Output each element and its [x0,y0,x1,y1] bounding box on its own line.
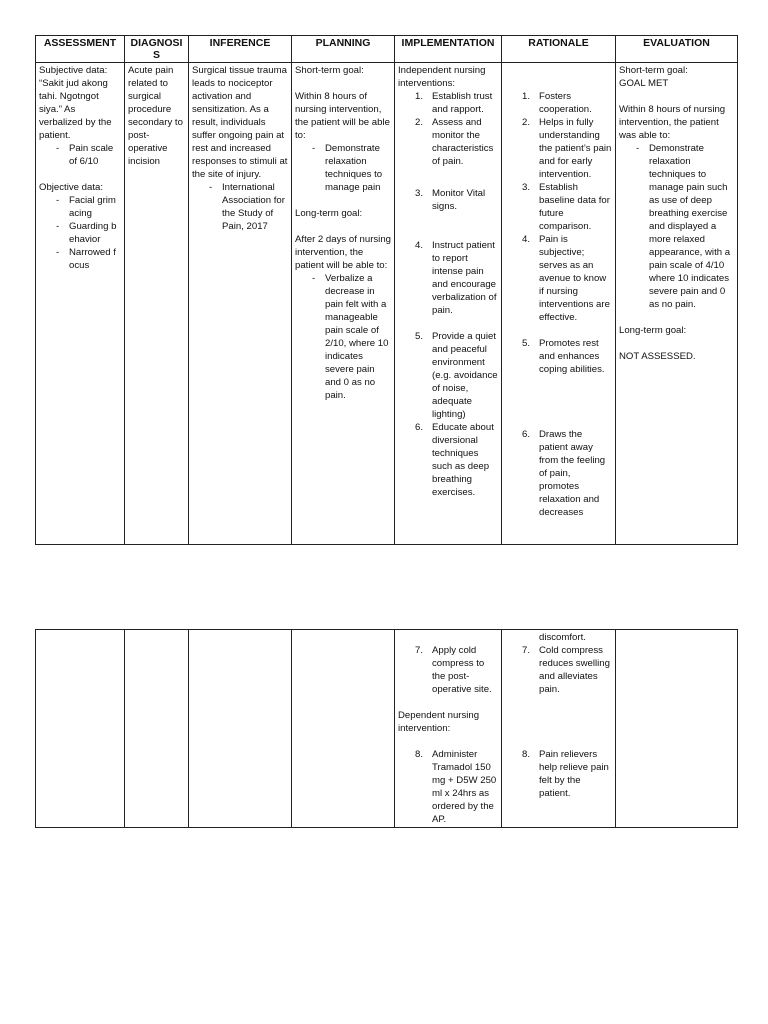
eval-long-label: Long-term goal: [619,325,687,336]
list-item: 8. Administer Tramadol 150 mg + D5W 250 ml x 24hrs as ordered by the AP. [415,749,497,825]
care-plan-table-page2 [35,629,738,828]
rationale-list [505,90,612,519]
list-item: - Demonstrate relaxation techniques to manage pain [325,142,391,194]
diagnosis-cell [125,630,189,828]
planning-cell [292,630,395,828]
header-assessment: ASSESSMENT [36,36,125,63]
independent-label: Independent nursing interventions: [398,65,486,89]
header-implementation: IMPLEMENTATION [395,36,502,63]
implementation-list [398,90,498,499]
evaluation-cell [616,630,738,828]
rationale-list [505,644,612,800]
diagnosis-cell [125,63,189,545]
eval-short-text: Within 8 hours of nursing intervention, the patient was able to: [619,104,726,141]
list-item: 5. Provide a quiet and peaceful environment (e.g. avoidance of noise, adequate lighting) [415,331,498,420]
evaluation-cell [616,63,738,545]
long-term-label: Long-term goal: [295,208,363,219]
list-item: 5. Promotes rest and enhances coping abilities. [522,338,605,375]
diagnosis-text: Acute pain related to surgical procedure secondary to post-operative incision [128,65,183,167]
list-item: 4. Pain is subjective; serves as an avenue to know if nursing interventions are effective. [522,234,610,323]
inference-text: Surgical tissue trauma leads to nociceptor activation and sensitization. As a result, individuals suffer ongoing pain at rest and increased responses to stimuli at the site of injury. [192,65,288,180]
eval-short-label: Short-term goal: [619,65,688,76]
rationale-cell [502,630,616,828]
planning-cell [292,63,395,545]
list-item: - Guarding behavior [69,220,121,246]
rationale-cell [502,63,616,545]
inference-source: - International Association for the Study of Pain, 2017 [222,181,288,233]
long-term-list [295,272,391,402]
list-item: 1. Fosters cooperation. [522,91,592,115]
dependent-list [398,748,498,826]
list-item: 2. Helps in fully understanding the patient’s pain and for early intervention. [522,117,612,180]
implementation-list [398,644,498,696]
list-item: 4. Instruct patient to report intense pain and encourage verbalization of pain. [415,240,497,316]
list-item: 8. Pain relievers help relieve pain felt by the patient. [522,749,609,799]
list-item: 3. Establish baseline data for future comparison. [522,182,610,232]
list-item: - Narrowed focus [69,246,121,272]
short-term-text: Within 8 hours of nursing intervention, the patient will be able to: [295,91,390,141]
list-item: 7. Apply cold compress to the post-operative site. [415,645,492,695]
header-row [36,36,738,63]
list-item: 3. Monitor Vital signs. [415,188,486,212]
list-item: 6. Educate about diversional techniques such as deep breathing exercises. [415,422,494,498]
short-term-list [295,142,391,194]
subjective-list [39,142,121,168]
rationale-continued: discomfort. [539,632,586,643]
list-item: - Demonstrate relaxation techniques to manage pain such as use of deep breathing exercise and displayed a more relaxed appearance, with a pain scale of 4/10 where 10 indicates severe pain and 0 as no pain. [649,142,734,311]
header-diagnosis: DIAGNOSIS [125,36,189,63]
objective-list [39,194,121,272]
subjective-text: “Sakit jud akong tahi. Ngotngot siya.” As verbalized by the patient. [39,78,112,141]
inference-cell [189,63,292,545]
care-plan-table-page1 [35,35,738,545]
header-planning: PLANNING [292,36,395,63]
long-term-text: After 2 days of nursing intervention, the patient will be able to: [295,234,391,271]
eval-short-status: GOAL MET [619,78,669,89]
header-rationale: RATIONALE [502,36,616,63]
list-item: 1. Establish trust and rapport. [415,91,493,115]
body-row [36,630,738,828]
short-term-label: Short-term goal: [295,65,364,76]
objective-label: Objective data: [39,182,103,193]
inference-cell [189,630,292,828]
subjective-label: Subjective data: [39,65,108,76]
implementation-cell [395,630,502,828]
list-item: - Verbalize a decrease in pain felt with a manageable pain scale of 2/10, where 10 indicates severe pain and 0 as no pain. [325,272,391,402]
inference-source-list [192,181,288,233]
header-evaluation: EVALUATION [616,36,738,63]
list-item: 7. Cold compress reduces swelling and alleviates pain. [522,645,610,695]
list-item: - Facial grimacing [69,194,121,220]
list-item: 2. Assess and monitor the characteristics of pain. [415,117,494,167]
assessment-cell [36,63,125,545]
list-item: - Pain scale of 6/10 [69,142,121,168]
eval-long-status: NOT ASSESSED. [619,351,696,362]
eval-short-list [619,142,734,311]
assessment-cell [36,630,125,828]
list-item: 6. Draws the patient away from the feeling of pain, promotes relaxation and decreases [522,429,606,518]
dependent-label: Dependent nursing intervention: [398,710,480,734]
implementation-cell [395,63,502,545]
header-inference: INFERENCE [189,36,292,63]
body-row [36,63,738,545]
